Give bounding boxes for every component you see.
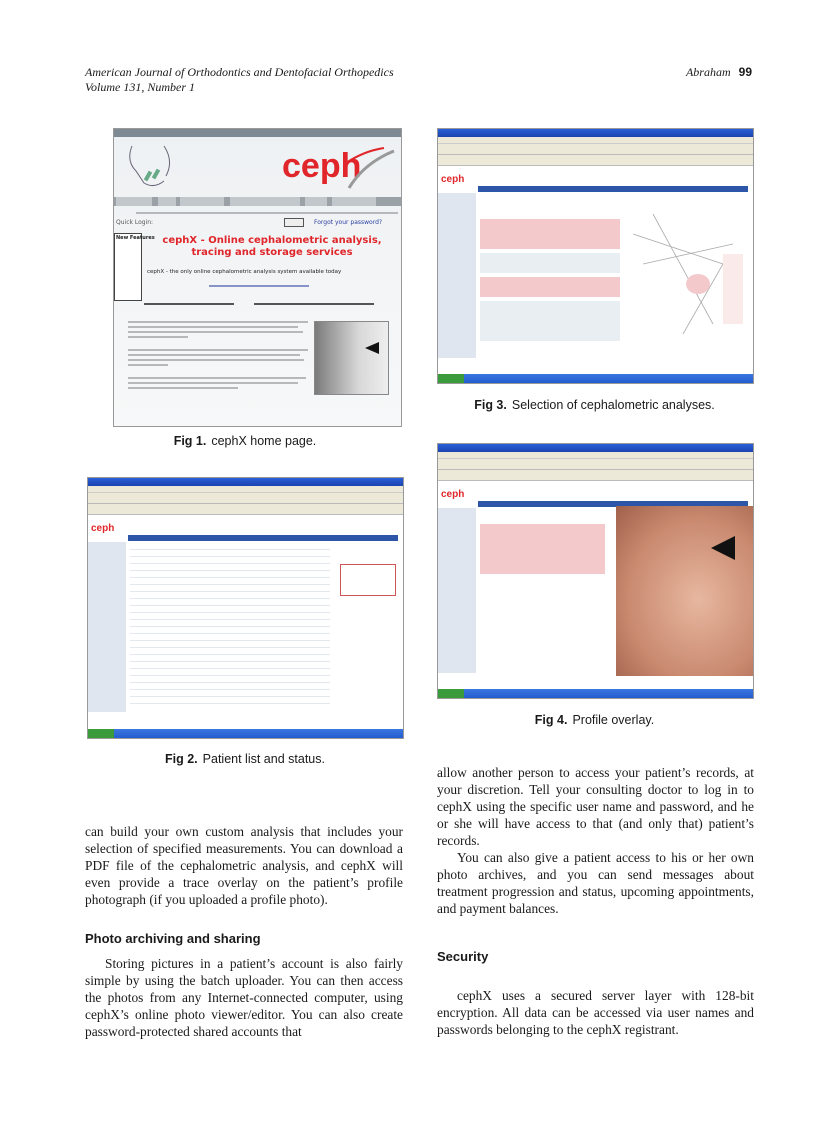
paragraph: You can also give a patient access to his or her own photo archives, and you can send messages about treatment progression and status, upcoming appointments, and payment balances. <box>437 850 754 916</box>
window-title-bar <box>438 129 753 137</box>
menu-bar <box>88 486 403 493</box>
analysis-table[interactable] <box>480 301 620 341</box>
running-header-author <box>686 65 752 80</box>
status-panel <box>340 564 396 596</box>
new-features-box <box>114 233 155 301</box>
figure-1-caption <box>85 434 405 448</box>
analysis-table[interactable] <box>480 253 620 273</box>
journal-volume: Volume 131, Number 1 <box>85 80 195 94</box>
site-headline: cephX - Online cephalometric analysis, tracing and storage services <box>162 235 382 258</box>
caption-text: Selection of cephalometric analyses. <box>511 398 715 412</box>
start-button[interactable] <box>438 689 464 698</box>
site-tagline: cephX - the only online cephalometric analysis system available today <box>147 269 342 275</box>
cephx-logo: ceph <box>91 523 115 534</box>
login-button[interactable] <box>284 218 304 227</box>
nav-tab[interactable] <box>332 197 376 206</box>
page-number: 99 <box>738 65 752 79</box>
measurement-table[interactable] <box>480 524 605 574</box>
toolbar <box>438 144 753 155</box>
tab-bar <box>128 535 398 541</box>
side-menu <box>438 508 476 673</box>
menu-bar <box>438 452 753 459</box>
forgot-password-link[interactable]: Forgot your password? <box>314 219 383 226</box>
browser-bar <box>114 129 401 137</box>
taskbar <box>88 729 403 738</box>
paragraph: cephX uses a secured server layer with 128-bit encryption. All data can be accessed via user names and passwords belonging to the cephX registrant. <box>437 988 754 1037</box>
cephx-logo: ceph <box>441 174 465 185</box>
tab-bar <box>478 186 748 192</box>
figure-4-caption <box>437 713 752 727</box>
triangle-overlay-icon <box>365 342 379 354</box>
address-bar <box>438 470 753 481</box>
profile-photo <box>314 321 389 395</box>
skull-tracing-icon <box>124 141 184 196</box>
left-column <box>85 823 403 1040</box>
figure-2-caption <box>85 752 405 766</box>
cephx-logo: ceph <box>441 489 465 500</box>
analysis-table[interactable] <box>480 277 620 297</box>
nav-tab[interactable] <box>158 197 176 206</box>
window-title-bar <box>438 444 753 452</box>
xray-link[interactable] <box>144 303 234 305</box>
paragraph: can build your own custom analysis that includes your selection of specified measurements. You can download a PDF file of the cephalometric analysis, and cephX will even provide a trace overlay on the patient’s profile photograph (if you uploaded a profile photo). <box>85 824 403 907</box>
figure-4-image <box>437 443 754 699</box>
taskbar <box>438 689 753 698</box>
right-column <box>437 764 754 1038</box>
nav-tab[interactable] <box>305 197 327 206</box>
toolbar <box>438 459 753 470</box>
figure-label: Fig 2. <box>165 752 198 766</box>
menu-bar <box>438 137 753 144</box>
side-menu <box>438 193 476 358</box>
paragraph: allow another person to access your patient’s records, at your discretion. Tell your consulting doctor to log in to cephX using the specific user name and password, and he or she will have access to that (and only that) patient’s records. <box>437 765 754 848</box>
caption-text: Patient list and status. <box>202 752 325 766</box>
author-name: Abraham <box>685 65 731 79</box>
figure-label: Fig 4. <box>534 713 568 727</box>
start-button[interactable] <box>88 729 114 738</box>
logo-swoosh-icon <box>344 143 399 193</box>
toolbar <box>88 493 403 504</box>
address-bar <box>88 504 403 515</box>
caption-text: Profile overlay. <box>572 713 655 727</box>
flash-demo-link[interactable] <box>209 285 309 287</box>
nav-tab[interactable] <box>180 197 224 206</box>
figure-2-image <box>87 477 404 739</box>
patient-list-table[interactable] <box>130 546 330 706</box>
window-title-bar <box>88 478 403 486</box>
figure-1-image <box>113 128 402 427</box>
journal-title: American Journal of Orthodontics and Dentofacial Orthopedics <box>85 65 394 79</box>
triangle-overlay-icon <box>711 536 735 560</box>
start-button[interactable] <box>438 374 464 383</box>
cephx-logo: ceph <box>282 147 362 185</box>
profile-photo <box>616 506 753 676</box>
section-heading-photo-archiving: Photo archiving and sharing <box>85 931 261 946</box>
new-features-title: New Features <box>116 235 155 241</box>
running-header-journal <box>85 65 394 95</box>
provide-analyses-link[interactable] <box>254 303 374 305</box>
figure-3-image <box>437 128 754 384</box>
figure-label: Fig 1. <box>173 434 207 448</box>
side-menu <box>88 542 126 712</box>
quick-login-label: Quick Login: <box>116 219 154 226</box>
figure-3-caption <box>437 398 752 412</box>
nav-tab[interactable] <box>116 197 152 206</box>
cephalometric-tracing <box>623 204 748 344</box>
figure-label: Fig 3. <box>474 398 507 412</box>
nav-divider <box>136 212 398 214</box>
taskbar <box>438 374 753 383</box>
analysis-table[interactable] <box>480 219 620 249</box>
paragraph: Storing pictures in a patient’s account is also fairly simple by using the batch uploader. You can then access the photos from any Internet-connected computer, using cephX’s online photo viewer/editor. You can also create password-protected shared accounts that <box>85 956 403 1039</box>
address-bar <box>438 155 753 166</box>
caption-text: cephX home page. <box>211 434 317 448</box>
nav-tab[interactable] <box>230 197 300 206</box>
section-heading-security: Security <box>437 949 489 964</box>
